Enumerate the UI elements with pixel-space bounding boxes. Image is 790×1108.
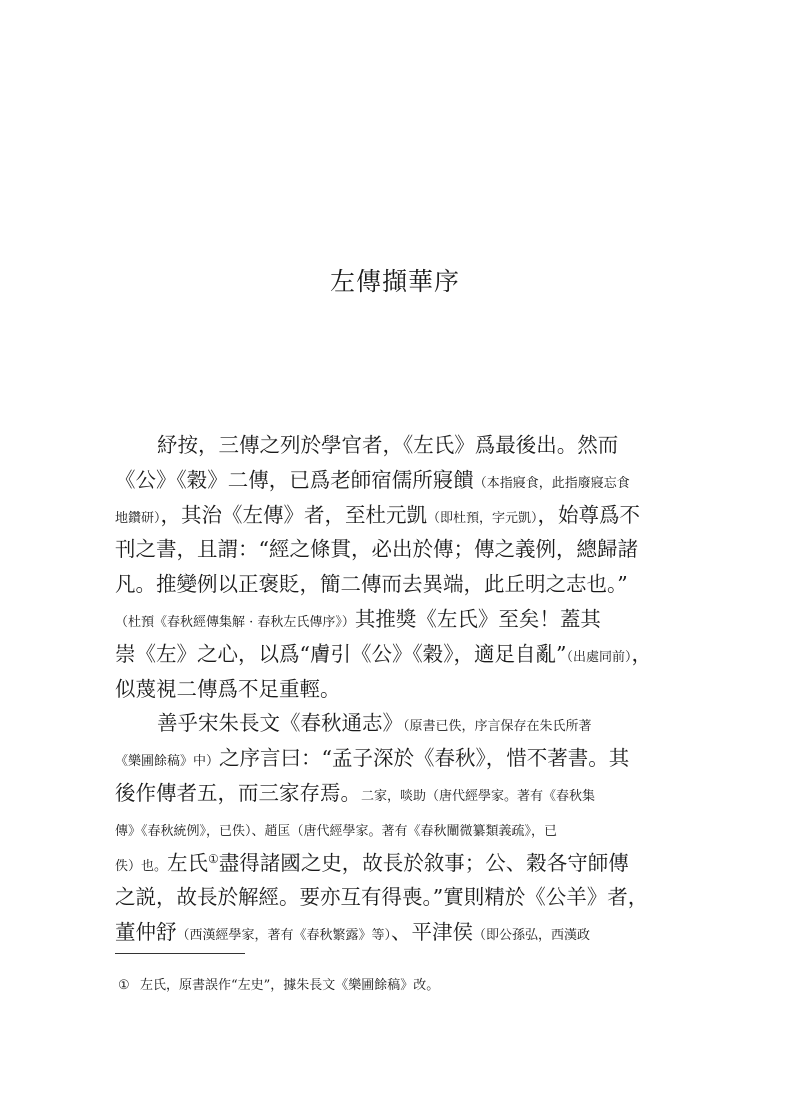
text-segment: 刊之書，且謂：“經之條貫，必出於傳；傳之義例，總歸諸 (115, 537, 638, 562)
annotation-note: 傳》《春秋統例》，已佚）、趙匡（唐代經學家。著有《春秋闡微纂類義疏》，已 (115, 823, 558, 839)
annotation-note: 佚）也。 (115, 858, 168, 874)
annotation-note: 《樂圃餘稿》中） (115, 754, 220, 770)
text-line (115, 811, 660, 846)
annotation-note: 地鑽研） (115, 510, 161, 526)
text-segment: ， (631, 641, 652, 666)
page-title: 左傳擷華序 (329, 267, 460, 296)
text-line (115, 637, 660, 672)
text-segment: 其推獎《左氏》至矣！蓋其 (354, 606, 601, 631)
text-line (115, 567, 660, 602)
annotation-note: 二家，啖助（唐代經學家。著有《春秋集 (361, 788, 596, 804)
footnote-number: ① (118, 978, 130, 993)
text-segment: ，始尊爲不 (537, 502, 641, 527)
text-segment: 凡。推變例以正褒貶，簡二傳而去異端，此丘明之志也。” (115, 572, 628, 597)
footnote (118, 974, 439, 993)
annotation-note: （原書已佚，序言保存在朱氏所著 (403, 719, 592, 735)
text-line (115, 498, 660, 533)
text-line (115, 602, 660, 637)
text-line (115, 672, 660, 707)
annotation-note: （本指寢食，此指廢寢忘食 (473, 475, 630, 491)
text-line (115, 532, 660, 567)
text-segment: 董仲舒 (115, 920, 177, 945)
text-segment: 後作傳者五，而三家存焉。 (115, 780, 361, 805)
text-segment: 、平津侯 (391, 920, 474, 945)
annotation-note: （杜預《春秋經傳集解 · 春秋左氏傳序》） (115, 614, 355, 630)
text-line (115, 915, 660, 950)
text-segment: 之序言曰：“孟子深於《春秋》，惜不著書。其 (219, 746, 630, 771)
preface-body (115, 428, 660, 950)
text-line (115, 428, 660, 463)
footnote-reference[interactable]: ① (208, 851, 219, 866)
annotation-note: （出處同前） (566, 649, 632, 665)
text-segment: 盡得諸國之史，故長於敘事；公、穀各守師傳 (218, 850, 629, 875)
text-line (115, 846, 660, 881)
text-segment: 《公》《穀》二傳，已爲老師宿儒所寢饋 (115, 467, 474, 492)
text-segment: ，其治《左傳》者，至杜元凱 (160, 502, 428, 527)
text-line (115, 741, 660, 776)
text-segment: 之説，故長於解經。要亦互有得喪。”實則精於《公羊》者， (115, 885, 649, 910)
annotation-note: （即杜預，字元凱） (427, 510, 538, 526)
text-line (115, 706, 660, 741)
text-segment: 善乎宋朱長文《春秋通志》 (157, 711, 403, 736)
text-line (115, 463, 660, 498)
text-segment: 崇《左》之心，以爲“膚引《公》《穀》，適足自亂” (115, 641, 567, 666)
annotation-note: （西漢經學家，著有《春秋繁露》等） (176, 928, 392, 944)
footnote-text: 左氏，原書誤作“左史”，據朱長文《樂圃餘稿》改。 (140, 978, 440, 993)
annotation-note: （即公孫弘，西漢政 (473, 928, 591, 944)
text-line (115, 776, 660, 811)
text-segment: 似蔑視二傳爲不足重輕。 (115, 676, 341, 701)
text-line (115, 880, 660, 915)
footnote-divider (115, 953, 245, 954)
text-segment: 紓按，三傳之列於學官者，《左氏》爲最後出。然而 (157, 433, 619, 457)
text-segment: 左氏 (167, 850, 209, 875)
